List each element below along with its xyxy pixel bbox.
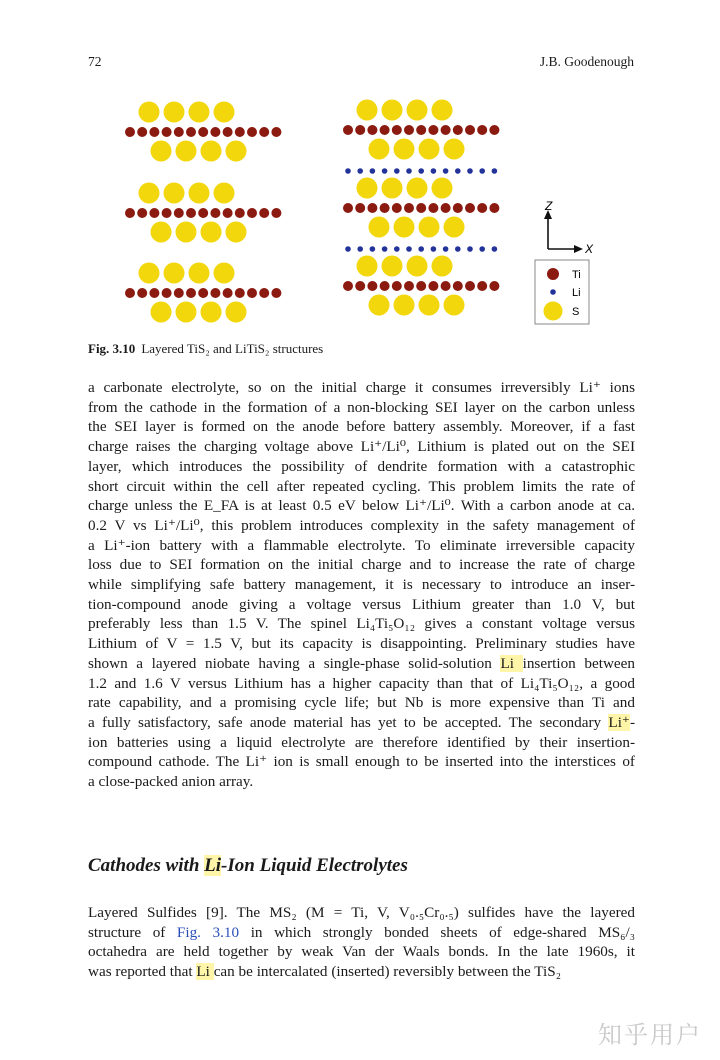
titanium-atom	[428, 203, 438, 213]
titanium-atom	[441, 125, 451, 135]
titanium-atom	[137, 288, 147, 298]
sulfur-atom	[176, 302, 197, 323]
titanium-atom	[247, 208, 257, 218]
sulfur-atom	[382, 178, 403, 199]
titanium-atom	[489, 281, 499, 291]
caption-label: Fig. 3.10	[88, 341, 136, 356]
sulfur-atom	[407, 100, 428, 121]
titanium-atom	[149, 288, 159, 298]
titanium-atom	[355, 125, 365, 135]
running-header	[88, 54, 634, 74]
lithium-atom	[467, 246, 473, 252]
titanium-atom	[477, 125, 487, 135]
sulfur-atom	[226, 222, 247, 243]
titanium-atom	[247, 127, 257, 137]
titanium-atom	[235, 208, 245, 218]
text-line: Layered Sulfides [9]. The MS₂ (M = Ti, V, V₀.₅Cr₀.₅) sulfides have the layered	[88, 904, 635, 921]
titanium-atom	[428, 125, 438, 135]
text-line: Lithium of V = 1.5 V, but its capacity is disappointing. Preliminary studies have	[88, 635, 635, 653]
titanium-atom	[125, 127, 135, 137]
tis2-structure	[125, 102, 281, 323]
sulfur-atom	[139, 263, 160, 284]
sulfur-atom	[201, 222, 222, 243]
lithium-atom	[370, 246, 376, 252]
titanium-atom	[367, 125, 377, 135]
sulfur-atom	[189, 183, 210, 204]
text-line: was reported that Li can be intercalated (inserted) reversibly between the TiS₂	[88, 963, 562, 981]
titanium-atom	[186, 127, 196, 137]
axis-indicator	[544, 199, 594, 256]
running-author: J.B. Goodenough	[539, 54, 634, 69]
titanium-atom	[355, 203, 365, 213]
titanium-atom	[186, 208, 196, 218]
text-line: a Li⁺-ion battery with a flammable electrolyte. To eliminate irreversible capacity	[88, 536, 635, 554]
sulfur-atom	[176, 222, 197, 243]
sulfur-atom	[382, 256, 403, 277]
text-line: layer, which introduces the possibility of dendrite formation with a catastrophic	[88, 457, 635, 475]
highlighted-term: Li	[500, 654, 523, 672]
titanium-atom	[198, 288, 208, 298]
titanium-atom	[259, 208, 269, 218]
titanium-atom	[125, 208, 135, 218]
lithium-atom	[492, 168, 498, 174]
titanium-atom	[223, 127, 233, 137]
titanium-atom	[174, 208, 184, 218]
text-line: from the cathode in the formation of a non-blocking SEI layer on the carbon unless	[88, 398, 635, 416]
section-heading-text: Cathodes with Li-Ion Liquid Electrolytes	[88, 855, 408, 876]
sulfur-atom	[419, 217, 440, 238]
text-line: octahedra are held together by weak Van der Waals bonds. In the late 1960s, it	[88, 943, 635, 961]
titanium-atom	[380, 203, 390, 213]
lithium-atom	[431, 168, 437, 174]
text-line: a carbonate electrolyte, so on the initial charge it consumes irreversibly Li⁺ ions	[88, 379, 635, 396]
x-axis-label: X	[585, 242, 594, 256]
text-line: ion batteries using a liquid electrolyte are therefore identified by their insertion-	[88, 733, 635, 751]
titanium-atom	[453, 125, 463, 135]
sulfur-atom	[139, 183, 160, 204]
lithium-atom	[394, 168, 400, 174]
page-number: 72	[88, 54, 102, 69]
lithium-atom	[492, 246, 498, 252]
titanium-atom	[416, 125, 426, 135]
sulfur-atom	[214, 102, 235, 123]
titanium-atom	[367, 281, 377, 291]
sulfur-atom	[394, 295, 415, 316]
sulfur-atom	[432, 256, 453, 277]
titanium-atom	[235, 288, 245, 298]
titanium-atom	[392, 281, 402, 291]
titanium-atom	[453, 203, 463, 213]
titanium-atom	[343, 203, 353, 213]
titanium-atom	[367, 203, 377, 213]
sulfur-atom	[407, 256, 428, 277]
sulfur-atom	[444, 139, 465, 160]
lithium-atom	[443, 246, 449, 252]
titanium-atom	[271, 288, 281, 298]
titanium-atom	[465, 125, 475, 135]
titanium-atom	[174, 288, 184, 298]
titanium-atom	[441, 281, 451, 291]
lithium-atom	[345, 246, 351, 252]
titanium-atom	[477, 281, 487, 291]
titanium-atom	[210, 127, 220, 137]
titanium-atom	[343, 125, 353, 135]
text-line: preferably less than 1.5 V. The spinel Li₄Ti₅O₁₂ gives a constant voltage versus	[88, 615, 635, 633]
z-axis-label: Z	[545, 199, 553, 213]
figure-caption	[88, 341, 323, 357]
titanium-atom	[198, 208, 208, 218]
text-line: while simplifying safe battery management, it is necessary to introduce an inser-	[88, 576, 635, 594]
titanium-atom	[198, 127, 208, 137]
titanium-atom	[380, 281, 390, 291]
titanium-atom	[465, 203, 475, 213]
sulfur-atom	[164, 183, 185, 204]
crystal-structure-diagram	[90, 92, 636, 332]
text-line: a fully satisfactory, safe anode material has yet to be accepted. The secondary Li⁺-	[88, 713, 635, 731]
sulfur-atom	[214, 263, 235, 284]
sulfur-atom	[189, 102, 210, 123]
figure-3-10	[90, 92, 636, 332]
titanium-atom	[416, 203, 426, 213]
sulfur-atom	[382, 100, 403, 121]
titanium-atom	[149, 127, 159, 137]
legend-box	[535, 260, 589, 324]
sulfur-atom	[432, 178, 453, 199]
legend-s-label: S	[572, 306, 580, 318]
titanium-atom	[404, 203, 414, 213]
text-line: the SEI layer is formed on the anode before battery assembly. Moreover, if a fast	[88, 418, 635, 436]
litis2-structure	[343, 100, 499, 316]
sulfur-atom	[139, 102, 160, 123]
sulfur-atom	[369, 139, 390, 160]
titanium-atom	[137, 127, 147, 137]
lithium-atom	[431, 246, 437, 252]
titanium-atom	[453, 281, 463, 291]
watermark: 知乎用户	[598, 1021, 702, 1049]
text-line: 1.2 and 1.6 V versus Lithium has a higher capacity than that of Li₄Ti₅O₁₂, a good	[88, 674, 635, 692]
titanium-atom	[247, 288, 257, 298]
x-axis-arrow	[574, 245, 583, 253]
titanium-atom	[441, 203, 451, 213]
figure-reference-link[interactable]: Fig. 3.10	[176, 923, 240, 941]
sulfur-atom	[444, 217, 465, 238]
titanium-atom	[489, 203, 499, 213]
titanium-atom	[392, 203, 402, 213]
titanium-atom	[465, 281, 475, 291]
sulfur-atom	[407, 178, 428, 199]
sulfur-atom	[369, 217, 390, 238]
sulfur-atom	[151, 141, 172, 162]
titanium-atom	[223, 288, 233, 298]
sulfur-atom	[151, 222, 172, 243]
titanium-atom	[223, 208, 233, 218]
titanium-atom	[186, 288, 196, 298]
figure-legend	[535, 260, 589, 324]
titanium-atom	[174, 127, 184, 137]
legend-li-marker	[550, 289, 556, 295]
sulfur-atom	[151, 302, 172, 323]
sulfur-atom	[444, 295, 465, 316]
sulfur-atom	[357, 178, 378, 199]
lithium-atom	[357, 168, 363, 174]
sulfur-atom	[357, 256, 378, 277]
titanium-atom	[343, 281, 353, 291]
text-line: rate capability, and a promising cycle life; but Nb is more expensive than Ti and	[88, 694, 635, 712]
legend-li-label: Li	[572, 287, 581, 299]
sulfur-atom	[164, 102, 185, 123]
lithium-atom	[467, 168, 473, 174]
titanium-atom	[271, 127, 281, 137]
lithium-atom	[455, 246, 461, 252]
lithium-atom	[345, 168, 351, 174]
text-line: charge raises the charging voltage above Li⁺/Li⁰, Lithium is plated out on the SEI	[88, 438, 635, 456]
sulfur-atom	[201, 302, 222, 323]
text-line: a close-packed anion array.	[88, 773, 254, 791]
sulfur-atom	[176, 141, 197, 162]
lithium-atom	[406, 246, 412, 252]
text-line: structure of Fig. 3.10 in which strongly bonded sheets of edge-shared MS₆/₃	[88, 923, 635, 941]
titanium-atom	[428, 281, 438, 291]
titanium-atom	[162, 208, 172, 218]
lithium-atom	[479, 168, 485, 174]
titanium-atom	[162, 127, 172, 137]
titanium-atom	[210, 208, 220, 218]
lithium-atom	[479, 246, 485, 252]
titanium-atom	[380, 125, 390, 135]
sulfur-atom	[394, 217, 415, 238]
lithium-atom	[455, 168, 461, 174]
titanium-atom	[489, 125, 499, 135]
sulfur-atom	[419, 295, 440, 316]
titanium-atom	[162, 288, 172, 298]
lithium-atom	[418, 168, 424, 174]
sulfur-atom	[419, 139, 440, 160]
text-line: short circuit within the cell after repeated cycling. This problem limits the rate of	[88, 477, 635, 495]
titanium-atom	[125, 288, 135, 298]
section-heading	[88, 855, 408, 877]
legend-ti-marker	[547, 268, 559, 280]
sulfur-atom	[214, 183, 235, 204]
titanium-atom	[416, 281, 426, 291]
text-line: charge unless the E_FA is at least 0.5 eV below Li⁺/Li⁰. With a carbon anode at ca.	[88, 497, 635, 515]
lithium-atom	[418, 246, 424, 252]
sulfur-atom	[394, 139, 415, 160]
titanium-atom	[355, 281, 365, 291]
text-line: loss due to SEI formation on the initial charge and to increase the rate of charge	[88, 556, 635, 574]
titanium-atom	[259, 127, 269, 137]
text-line: tion-compound anode giving a voltage versus Lithium greater than 1.0 V, but	[88, 595, 635, 613]
titanium-atom	[404, 281, 414, 291]
sulfur-atom	[432, 100, 453, 121]
sulfur-atom	[369, 295, 390, 316]
text-line: compound cathode. The Li⁺ ion is small enough to be inserted into the interstices of	[88, 753, 635, 771]
lithium-atom	[382, 168, 388, 174]
titanium-atom	[235, 127, 245, 137]
legend-s-marker	[544, 302, 563, 321]
text-line: shown a layered niobate having a single-phase solid-solution Li insertion between	[88, 654, 635, 672]
body-paragraph-1	[88, 378, 635, 792]
lithium-atom	[370, 168, 376, 174]
caption-text: Layered TiS₂ and LiTiS₂ structures	[141, 341, 324, 356]
lithium-atom	[394, 246, 400, 252]
sulfur-atom	[226, 141, 247, 162]
titanium-atom	[404, 125, 414, 135]
sulfur-atom	[189, 263, 210, 284]
highlighted-term: Li	[204, 855, 222, 876]
sulfur-atom	[226, 302, 247, 323]
titanium-atom	[271, 208, 281, 218]
sulfur-atom	[201, 141, 222, 162]
titanium-atom	[259, 288, 269, 298]
sulfur-atom	[164, 263, 185, 284]
titanium-atom	[137, 208, 147, 218]
sulfur-atom	[357, 100, 378, 121]
lithium-atom	[443, 168, 449, 174]
titanium-atom	[210, 288, 220, 298]
lithium-atom	[406, 168, 412, 174]
titanium-atom	[392, 125, 402, 135]
titanium-atom	[149, 208, 159, 218]
legend-ti-label: Ti	[572, 269, 581, 281]
highlighted-term: Li	[196, 963, 214, 981]
highlighted-term: Li⁺	[608, 713, 630, 731]
titanium-atom	[477, 203, 487, 213]
text-line: 0.2 V vs Li⁺/Li⁰, this problem introduces complexity in the safety management of	[88, 516, 635, 534]
lithium-atom	[382, 246, 388, 252]
body-paragraph-2	[88, 903, 635, 982]
lithium-atom	[357, 246, 363, 252]
